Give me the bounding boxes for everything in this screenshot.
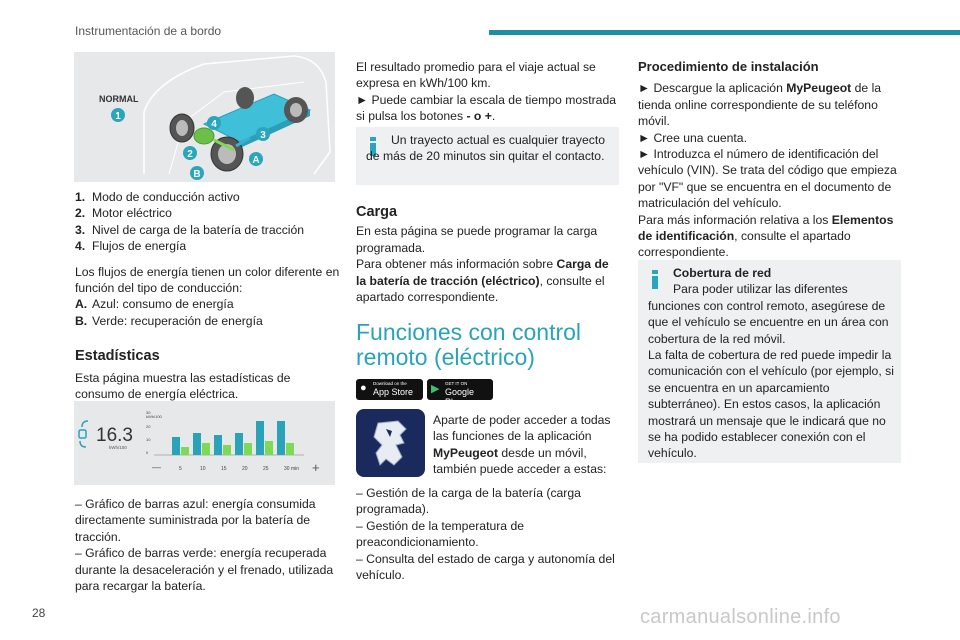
network-text-1: Para poder utilizar las diferentes funciones con control remoto, asegúrese de que el vehículo se encuentre en un área con cobertura de la red móvil. — [648, 282, 889, 346]
charge-text: En esta página se puede programar la carga programada. — [356, 224, 598, 255]
bar-consumed — [277, 421, 285, 455]
peugeot-lion-icon — [356, 409, 425, 477]
info-box-network — [638, 260, 901, 463]
charge-reference: Para obtener más información sobre Carga de la batería de tracción (eléctrico), consulte el apartado correspondiente. — [356, 257, 609, 305]
google-play-badge[interactable]: ▶ GET IT ON Google Play — [427, 379, 493, 400]
svg-text:25: 25 — [263, 466, 269, 472]
svg-text:2: 2 — [187, 149, 193, 160]
svg-text:kWh/100: kWh/100 — [146, 414, 162, 419]
info-text: Un trayecto actual es cualquier trayecto de más de 20 minutos sin quitar el contacto. — [366, 133, 606, 164]
legend-item: 2. Motor eléctrico — [75, 206, 172, 221]
legend-item: 4. Flujos de energía — [75, 239, 187, 254]
network-heading: Cobertura de red — [673, 266, 772, 280]
list-item: – Gestión de la carga de la batería (carga programada). — [356, 486, 581, 517]
stats-figure — [74, 401, 335, 485]
install-step-2: ► Cree una cuenta. — [638, 130, 747, 145]
svg-text:30 min: 30 min — [284, 466, 300, 472]
minus-button: — — [152, 462, 161, 472]
bar-recovered — [223, 445, 231, 455]
stats-chart — [74, 401, 335, 485]
figure-legend — [75, 189, 340, 255]
header-rule — [489, 30, 960, 35]
bar-recovered — [286, 443, 294, 455]
flows-intro: Los flujos de energía tienen un color diferente en función del tipo de conducción: — [75, 264, 340, 296]
svg-text:B: B — [193, 169, 201, 180]
powertrain-illustration — [74, 52, 335, 182]
result-text: El resultado promedio para el viaje actual se expresa en kWh/100 km. — [356, 60, 596, 91]
svg-text:4: 4 — [211, 119, 217, 130]
bullet-blue: – Gráfico de barras azul: energía consumida directamente suministrada por la batería de tracción. — [75, 497, 316, 544]
play-icon: ▶ — [431, 383, 440, 395]
legend-item: 1. Modo de conducción activo — [75, 190, 240, 204]
app-store-badge[interactable]: ● Download on the App Store — [356, 379, 423, 400]
svg-text:30: 30 — [146, 410, 151, 415]
flow-item: A. Azul: consumo de energía — [75, 297, 234, 312]
running-header: Instrumentación de a bordo — [75, 24, 222, 38]
stats-text: Esta página muestra las estadísticas de consumo de energía eléctrica. — [75, 370, 291, 402]
svg-text:15: 15 — [221, 466, 227, 472]
bar-consumed — [172, 437, 180, 455]
bar-recovered — [202, 443, 210, 455]
consumption-value: 16.3 — [96, 425, 133, 446]
list-item: – Consulta del estado de carga y autonomía del vehículo. — [356, 551, 615, 583]
svg-text:10: 10 — [200, 466, 206, 472]
column-3-text — [638, 59, 903, 261]
bar-recovered — [265, 441, 273, 455]
install-heading: Procedimiento de instalación — [638, 59, 819, 74]
flow-item: B. Verde: recuperación de energía — [75, 313, 263, 328]
bar-consumed — [193, 433, 201, 455]
column-1-text — [75, 189, 340, 402]
column-2-text — [356, 59, 621, 125]
watermark: carmanualsonline.info — [640, 606, 841, 628]
remote-functions-title: Funciones con control remoto (eléctrico) — [356, 319, 582, 370]
apple-icon: ● — [360, 382, 367, 394]
plug-icon — [79, 421, 88, 447]
bar-recovered — [181, 447, 189, 455]
svg-text:20: 20 — [146, 424, 151, 429]
remote-functions-list — [356, 485, 621, 583]
svg-text:A: A — [252, 155, 260, 166]
bar-consumed — [214, 435, 222, 455]
scale-instruction: ► Puede cambiar la escala de tiempo mostrada si pulsa los botones - o +. — [356, 92, 617, 124]
svg-text:3: 3 — [260, 130, 266, 141]
network-text-2: La falta de cobertura de red puede impedir la comunicación con el vehículo (por ejemplo, si se encuentra en un aparcamiento subterráneo). En estos casos, la aplicación mostrará un mensaje que le indicará que no se ha podido establecer conexión con el vehículo. — [648, 348, 894, 461]
mypeugeot-app-icon — [356, 409, 425, 477]
list-item: – Gestión de la temperatura de preacondicionamiento. — [356, 518, 525, 550]
powertrain-figure — [74, 52, 335, 182]
svg-text:20: 20 — [242, 466, 248, 472]
bar-consumed — [256, 421, 264, 455]
svg-text:10: 10 — [146, 437, 151, 442]
bar-consumed — [235, 433, 243, 455]
page-number: 28 — [32, 606, 46, 620]
app-description: Aparte de poder acceder a todas las funciones de la aplicación MyPeugeot desde un móvil, también puede acceder a estas: — [433, 413, 611, 477]
chart-explanations — [75, 496, 340, 594]
legend-item: 3. Nivel de carga de la batería de tracción — [75, 222, 305, 237]
info-box-trip — [356, 127, 619, 185]
plus-button: + — [312, 460, 320, 475]
svg-text:1: 1 — [115, 111, 121, 122]
id-reference: Para más información relativa a los Elementos de identificación, consulte el apartado correspondiente. — [638, 212, 894, 260]
charge-section — [356, 204, 621, 305]
bar-recovered — [244, 443, 252, 455]
install-step-1: ► Descargue la aplicación MyPeugeot de la tienda online correspondiente de su teléfono móvil. — [638, 81, 882, 129]
consumption-unit: kWh/100 — [109, 445, 127, 450]
mode-label: NORMAL — [99, 94, 139, 104]
svg-text:0: 0 — [146, 450, 149, 455]
install-step-3: ► Introduzca el número de identificación del vehículo (VIN). Se trata del código que empieza por "VF" que se encuentra en el documento de matriculación del vehículo. — [638, 147, 897, 211]
stats-heading: Estadísticas — [75, 348, 160, 365]
bullet-green: – Gráfico de barras verde: energía recuperada durante la desaceleración y el frenado, utilizada para recargar la batería. — [75, 546, 334, 594]
svg-text:5: 5 — [179, 466, 182, 472]
charge-heading: Carga — [356, 204, 398, 220]
